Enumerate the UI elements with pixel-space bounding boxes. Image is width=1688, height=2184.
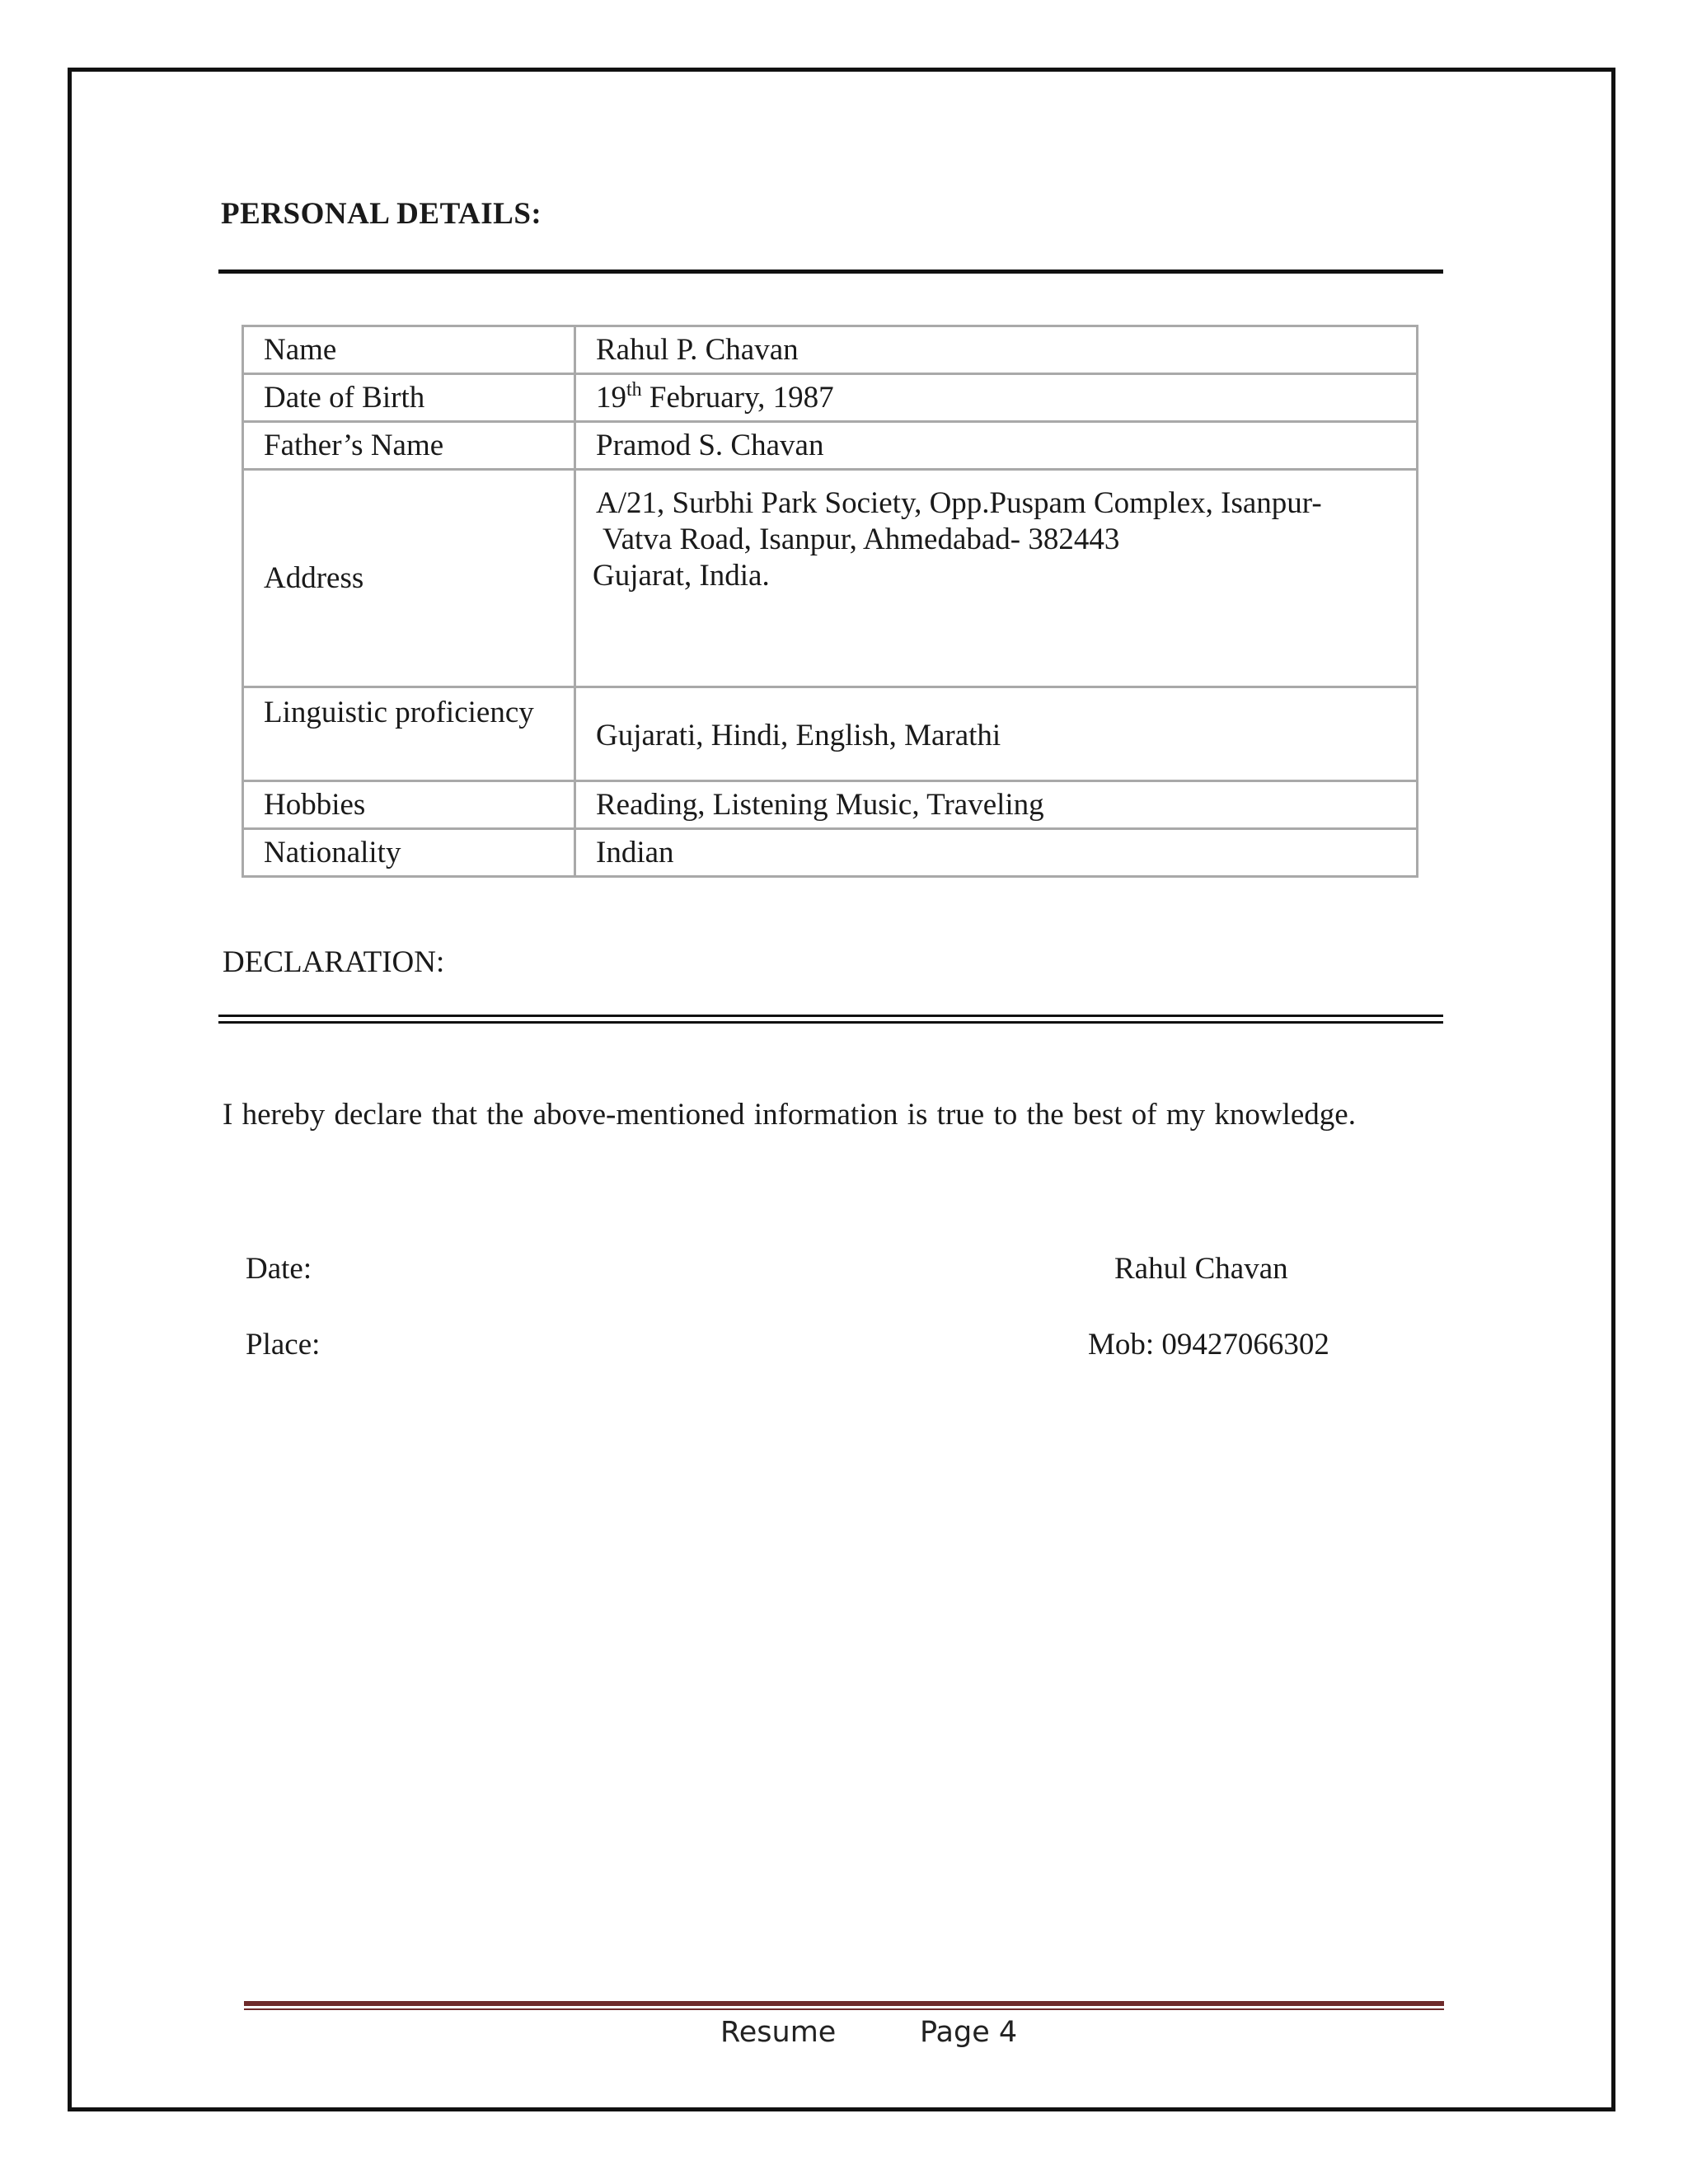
dob-ordinal: th [626, 378, 642, 401]
mobile-number: Mob: 09427066302 [1088, 1328, 1329, 1361]
table-row [243, 781, 1418, 829]
row-value-dob [575, 374, 1418, 422]
declaration-rule-bottom [218, 1021, 1443, 1024]
footer-title: Resume [720, 2016, 837, 2049]
heading-rule [218, 269, 1443, 274]
row-label-hobbies: Hobbies [243, 781, 575, 829]
footer-rule-thin [244, 2008, 1444, 2010]
dob-day: 19 [596, 380, 626, 415]
row-label-name: Name [243, 326, 575, 374]
footer-rule-thick [244, 2001, 1444, 2006]
row-label-address: Address [243, 470, 575, 687]
declaration-heading: DECLARATION: [223, 945, 445, 979]
row-value-hobbies: Reading, Listening Music, Traveling [575, 781, 1418, 829]
table-row [243, 374, 1418, 422]
address-line-1: A/21, Surbhi Park Society, Opp.Puspam Complex, Isanpur- [596, 486, 1322, 520]
table-row [243, 326, 1418, 374]
row-label-father: Father’s Name [243, 422, 575, 470]
row-value-languages: Gujarati, Hindi, English, Marathi [575, 687, 1418, 781]
row-label-nationality: Nationality [243, 829, 575, 877]
table-row [243, 422, 1418, 470]
place-label: Place: [246, 1328, 321, 1361]
personal-details-table [241, 325, 1418, 878]
row-value-address [575, 470, 1418, 687]
row-label-languages: Linguistic proficiency [243, 687, 575, 781]
row-value-father: Pramod S. Chavan [575, 422, 1418, 470]
personal-details-heading: PERSONAL DETAILS: [221, 197, 542, 231]
row-value-name: Rahul P. Chavan [575, 326, 1418, 374]
table-row [243, 829, 1418, 877]
declaration-rule-top [218, 1015, 1443, 1017]
declaration-text: I hereby declare that the above-mentioned information is true to the best of my knowledge. [223, 1098, 1356, 1132]
table-row [243, 687, 1418, 781]
address-line-3: Gujarat, India. [593, 559, 770, 593]
row-value-nationality: Indian [575, 829, 1418, 877]
dob-rest: February, 1987 [641, 380, 834, 415]
signature-name: Rahul Chavan [1114, 1252, 1288, 1286]
date-label: Date: [246, 1252, 312, 1286]
address-line-2: Vatva Road, Isanpur, Ahmedabad- 382443 [603, 523, 1120, 556]
footer-page-number: Page 4 [920, 2016, 1018, 2049]
row-label-dob: Date of Birth [243, 374, 575, 422]
table-row [243, 470, 1418, 687]
